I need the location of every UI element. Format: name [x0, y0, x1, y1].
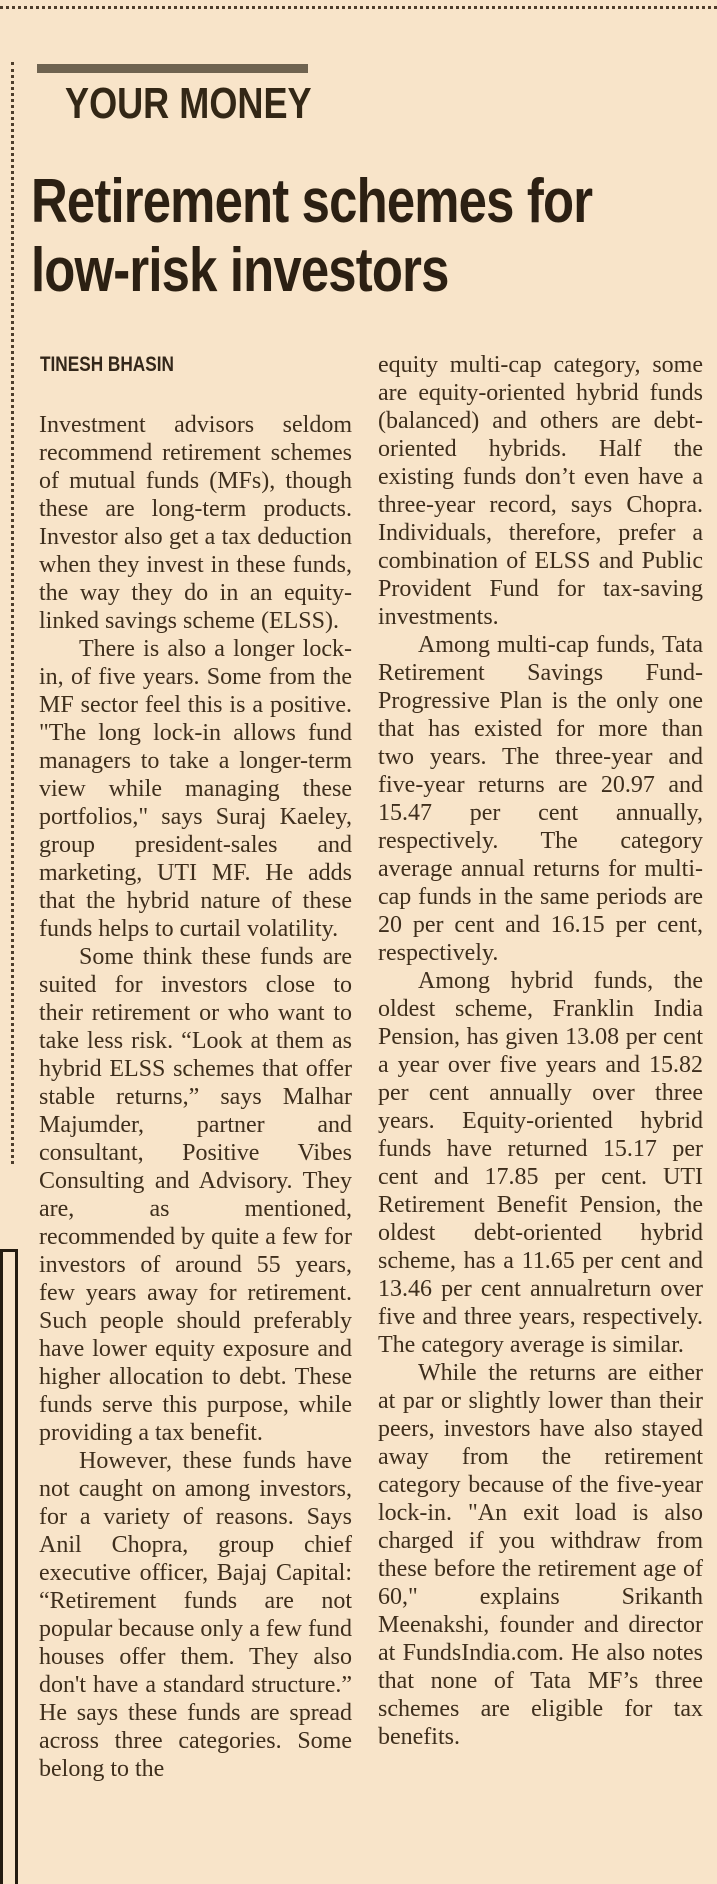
- section-kicker: YOUR MONEY: [65, 79, 312, 128]
- dotted-divider-top: [0, 6, 717, 9]
- article-column-right: [378, 351, 703, 1751]
- article-headline: Retirement schemes for low-risk investors: [31, 167, 593, 305]
- dotted-divider-left: [11, 62, 14, 1164]
- article-paragraph: However, these funds have not caught on among investors, for a variety of reasons. Says Anil Chopra, group chief executive officer, Bajaj Capital: “Retirement funds are not popular because only a few fund houses offer them. They also don't have a standard structure.” He says these funds are spread across three categories. Some belong to the: [39, 1448, 352, 1782]
- article-paragraph: There is also a longer lock-in, of five years. Some from the MF sector feel this is a positive. "The long lock-in allows fund managers to take a longer-term view while managing these portfolios," says Suraj Kaeley, group president-sales and marketing, UTI MF. He adds that the hybrid nature of these funds helps to curtail volatility.: [39, 636, 352, 942]
- kicker-bar: [37, 64, 308, 73]
- article-paragraph: Among multi-cap funds, Tata Retirement Savings Fund-Progressive Plan is the only one that has existed for more than two years. The three-year and five-year returns are 20.97 and 15.47 per cent annually, respectively. The category average annual returns for multi-cap funds in the same periods are 20 per cent and 16.15 per cent, respectively.: [378, 632, 703, 966]
- article-paragraph: Among hybrid funds, the oldest scheme, Franklin India Pension, has given 13.08 per cent a year over five years and 15.82 per cent annually over three years. Equity-oriented hybrid funds have returned 15.17 per cent and 17.85 per cent. UTI Retirement Benefit Pension, the oldest debt-oriented hybrid scheme, has a 11.65 per cent and 13.46 per cent annualreturn over five and three years, respectively. The category average is similar.: [378, 968, 703, 1358]
- article-byline: TINESH BHASIN: [40, 353, 174, 376]
- article-paragraph: While the returns are either at par or slightly lower than their peers, investors have also stayed away from the retirement category because of the five-year lock-in. "An exit load is also charged if you withdraw from these before the retirement age of 60," explains Srikanth Meenakshi, founder and director at FundsIndia.com. He also notes that none of Tata MF’s three schemes are eligible for tax benefits.: [378, 1360, 703, 1750]
- article-paragraph: Some think these funds are suited for investors close to their retirement or who want to take less risk. “Look at them as hybrid ELSS schemes that offer stable returns,” says Malhar Majumder, partner and consultant, Positive Vibes Consulting and Advisory. They are, as mentioned, recommended by quite a few for investors of around 55 years, few years away for retirement. Such people should preferably have lower equity exposure and higher allocation to debt. These funds serve this purpose, while providing a tax benefit.: [39, 944, 352, 1446]
- article-paragraph: equity multi-cap category, some are equity-oriented hybrid funds (balanced) and others are debt-oriented hybrids. Half the existing funds don’t even have a three-year record, says Chopra. Individuals, therefore, prefer a combination of ELSS and Public Provident Fund for tax-saving investments.: [378, 352, 703, 630]
- article-paragraph: Investment advisors seldom recommend retirement schemes of mutual funds (MFs), though these are long-term products. Investor also get a tax deduction when they invest in these funds, the way they do in an equity-linked savings scheme (ELSS).: [39, 412, 352, 634]
- article-column-left: [39, 411, 352, 1783]
- cropped-graphic-edge: [0, 1249, 18, 1884]
